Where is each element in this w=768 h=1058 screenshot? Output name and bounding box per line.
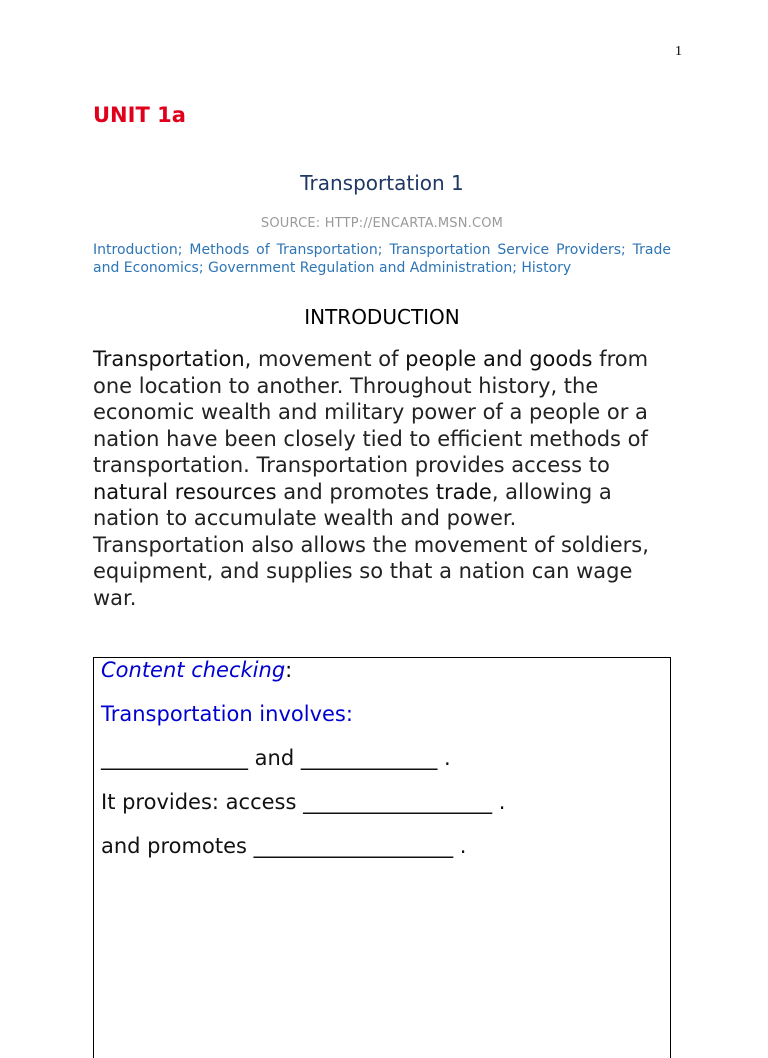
fill-in-line-promotes[interactable]: and promotes ___________________ . bbox=[101, 834, 467, 858]
body-text-segment: and promotes bbox=[276, 479, 436, 504]
introduction-paragraph bbox=[93, 346, 671, 611]
body-text-segment: from one location to another. Throughout history, the economic wealth and military power of a people or a nation have been closely tied to efficient methods of transportation. Transportation provides access to bbox=[93, 347, 649, 477]
unit-title: UNIT 1a bbox=[93, 103, 186, 127]
page-number: 1 bbox=[675, 44, 682, 59]
fill-in-line-involves[interactable]: ______________ and _____________ . bbox=[101, 746, 451, 770]
source-line: SOURCE: HTTP://ENCARTA.MSN.COM bbox=[260, 216, 504, 231]
heading-colon: : bbox=[285, 658, 293, 682]
term-natural-resources: natural resources bbox=[93, 479, 277, 504]
content-checking-box bbox=[93, 657, 671, 1058]
section-heading: INTRODUCTION bbox=[304, 305, 460, 329]
term-transportation: Transportation bbox=[93, 347, 245, 371]
term-people-and-goods: people and goods bbox=[405, 347, 593, 371]
body-text-segment: , movement of bbox=[244, 347, 406, 371]
content-checking-heading bbox=[101, 658, 292, 682]
term-trade: trade bbox=[435, 479, 492, 504]
question-intro: Transportation involves: bbox=[101, 702, 353, 726]
body-text-segment: , allowing a nation to accumulate wealth and power. Transportation also allows the movement of soldiers, equipment, and supplies so that a nation can wage war. bbox=[93, 479, 649, 610]
fill-in-line-access[interactable]: It provides: access __________________ . bbox=[101, 790, 506, 814]
content-checking-label: Content checking bbox=[101, 658, 286, 682]
page-title: Transportation 1 bbox=[300, 171, 464, 195]
topics-list: Introduction; Methods of Transportation; Transportation Service Providers; Trade and Economics; Government Regulation and Administration; History bbox=[93, 242, 671, 276]
